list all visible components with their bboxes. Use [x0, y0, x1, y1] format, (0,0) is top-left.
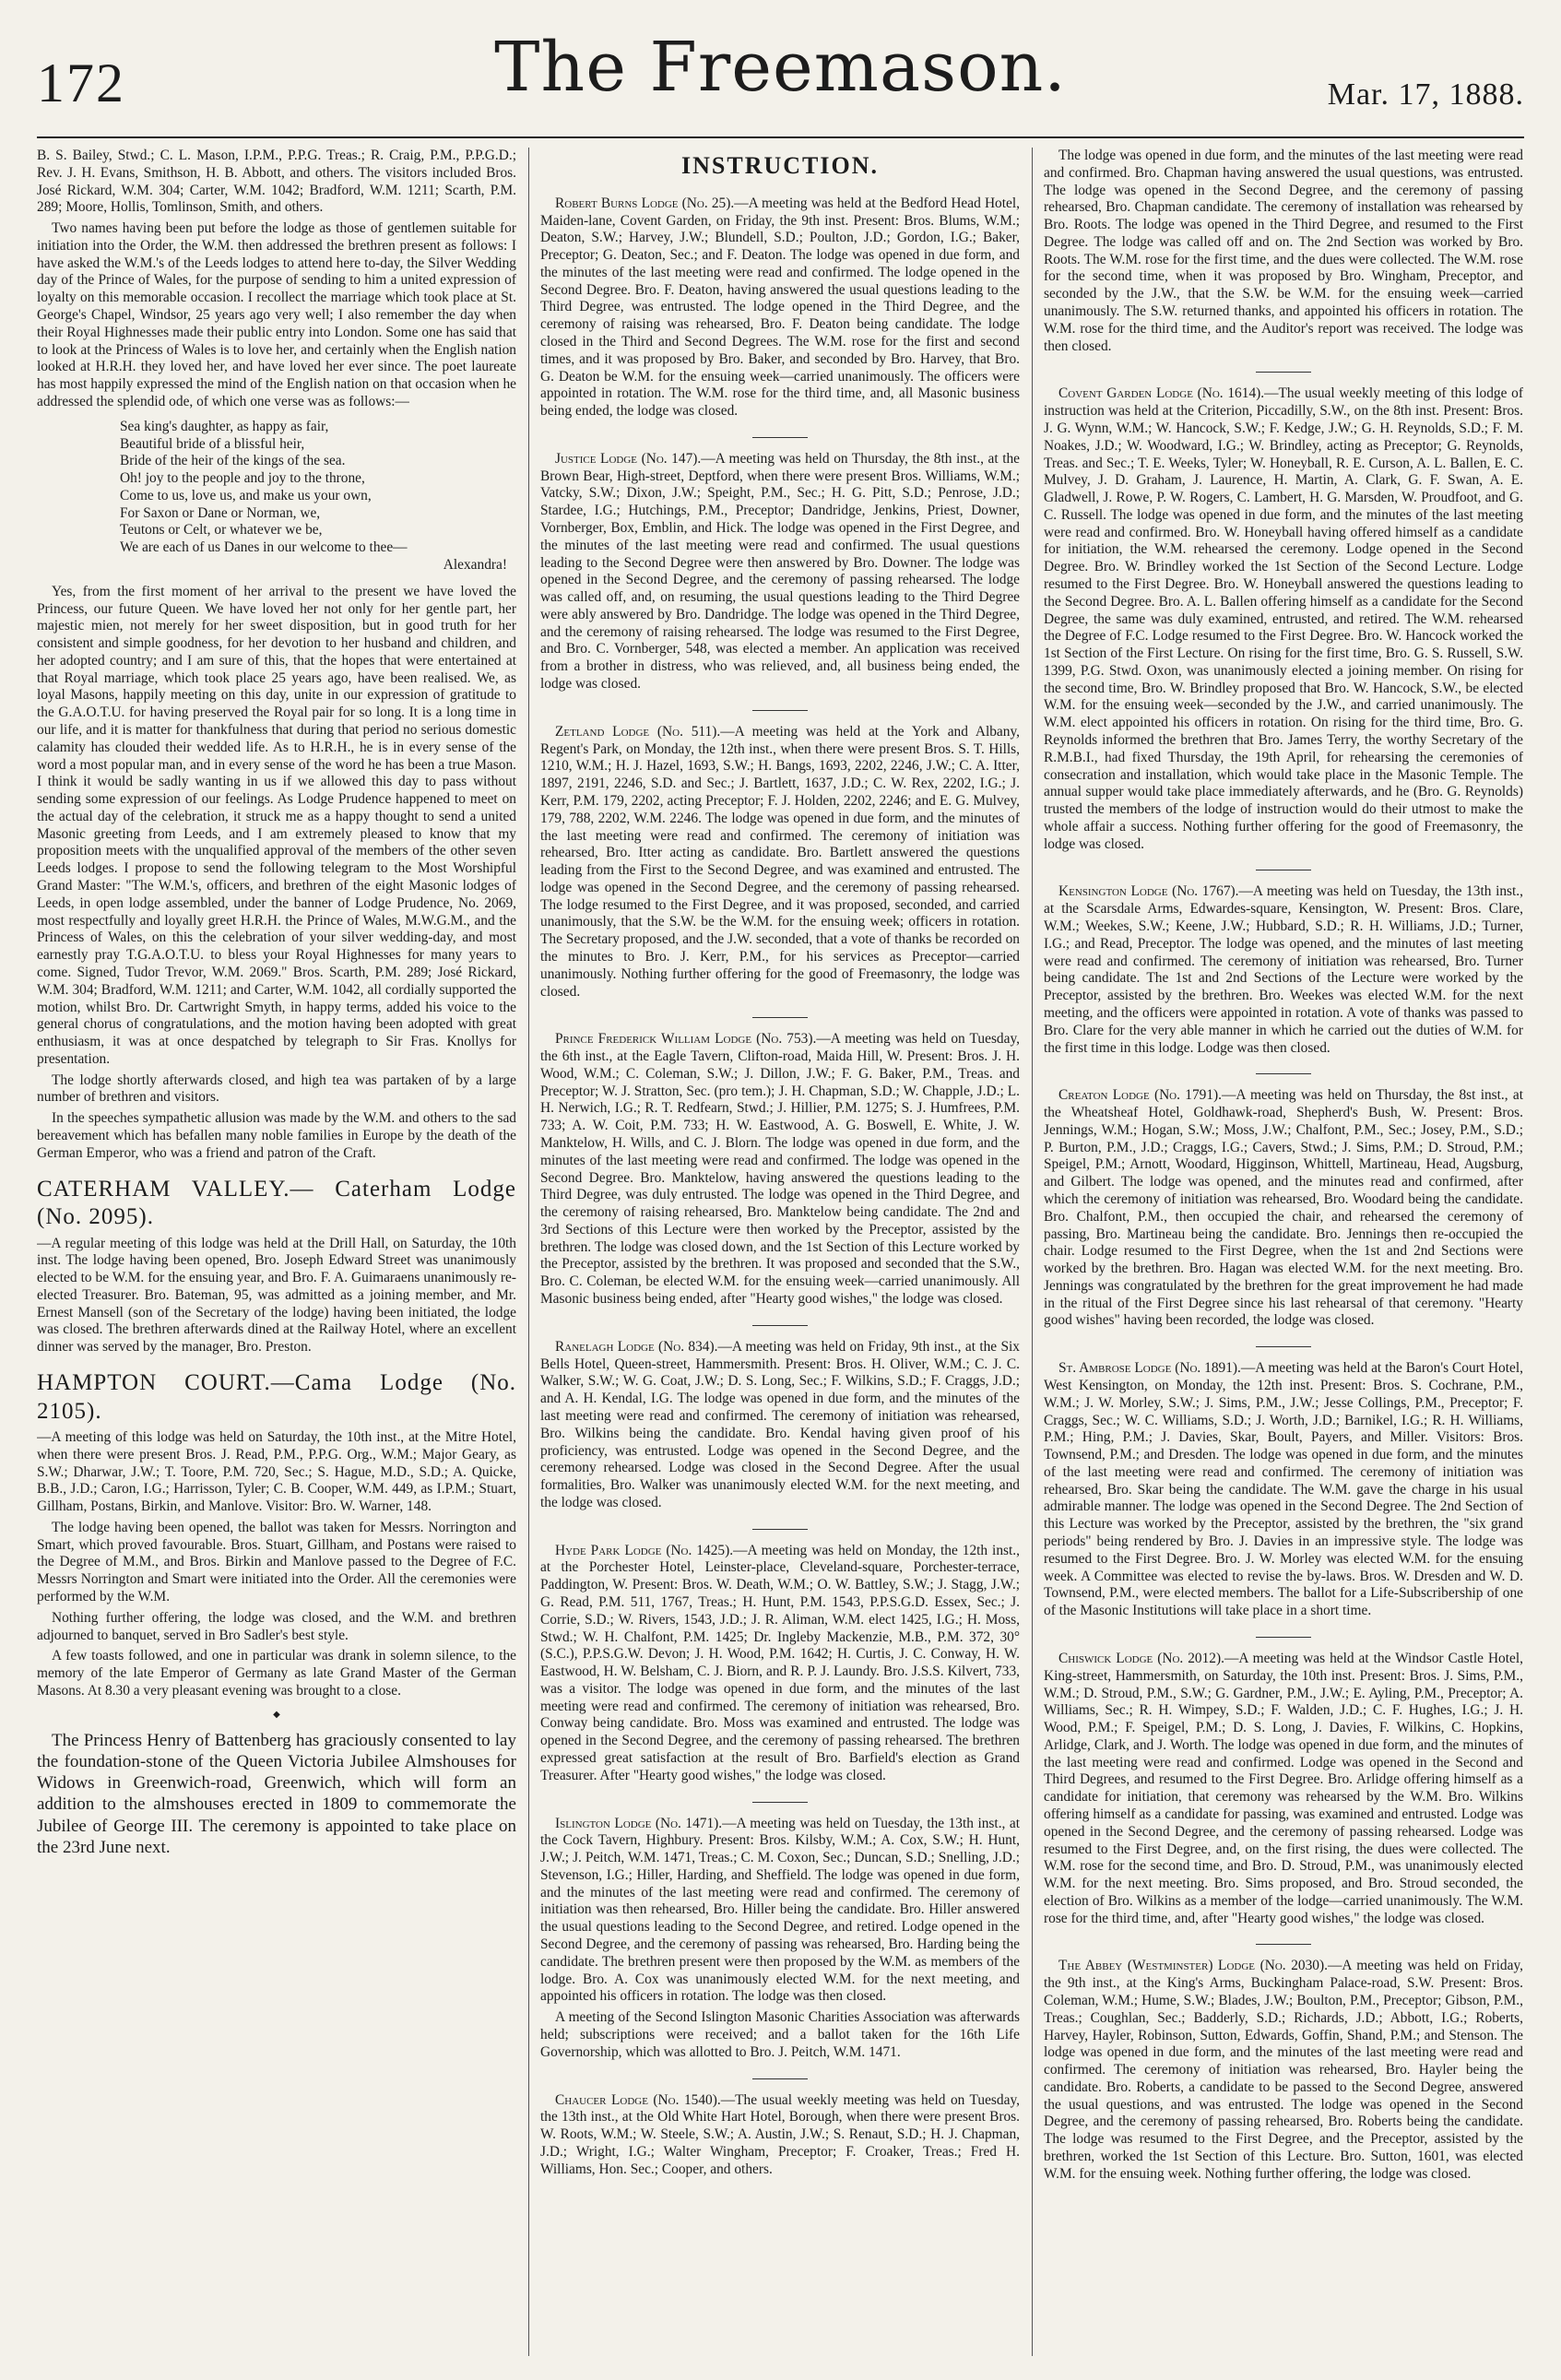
- caterham-title: CATERHAM VALLEY.: [37, 1176, 290, 1202]
- lodge-text: —A meeting was held on Friday, the 9th inst., at the King's Arms, Buckingham Palace-road, S.W. Present: Bros. Coleman, W.M.; Hume, S.W.; Blades, J.W.; Boulton, P.M., Preceptor; Gibson, P.M., Treas.; Coughlan, Sec.; Badderly, S.D.; Richards, J.D.; Abbott, I.G.; Roberts, Harvey, Hayler, Robinson, Sutton, Edwards, Goffin, Shand, P.M.; and Stenson. The lodge was opened in due form, and the minutes of the last meeting were read and confirmed. The ceremony of initiation was rehearsed, Bro. Hayler being the candidate. Bro. Roberts, a candidate to be passed to the Second Degree, answered the usual questions, and was entrusted. The lodge was opened in the Second Degree, and the ceremony of passing rehearsed, Bro. Roberts being the candidate. The lodge was resumed to the First Degree, and the Preceptor, assisted by the brethren, worked the 1st Section of this Lecture. Bro. Sutton, 1601, was elected W.M. for the ensuing week. Nothing further offering, the lodge was closed.: [1044, 1958, 1523, 2182]
- paragraph: The lodge was opened in due form, and the minutes of the last meeting were read and confirmed. Bro. Chapman having answered the usual questions, was entrusted. The lodge was opened in the Second Degree, and the ceremony of passing rehearsed, Bro. Chapman candidate. The ceremony of installation was rehearsed by Bro. Roots. The lodge was opened in the Third Degree, and resumed to the First Degree. The lodge was called off and on. The 2nd Section was worked by Bro. Roots. The W.M. rose for the first time, and the dues were collected. The W.M. rose for the second time, when it was proposed by Bro. Wingham, Preceptor, and seconded by the J.W., that the S.W. be W.M. for the ensuing week—carried unanimously. The S.W. returned thanks, and appointed his officers in rotation. The W.M. rose for the third time, and the Auditor's report was received. The lodge was then closed.: [1044, 148, 1523, 354]
- paragraph: A few toasts followed, and one in particular was drank in solemn silence, to the memory of the late Emperor of Germany as late Grand Master of the German Masons. At 8.30 a very pleasant evening was brought to a close.: [37, 1648, 516, 1699]
- column-1: [37, 148, 516, 2356]
- lodge-name: Hyde Park Lodge (No. 1425).: [555, 1542, 734, 1558]
- hampton-title: HAMPTON COURT.: [37, 1370, 271, 1395]
- lodge-text: —A meeting was held on Tuesday, the 13th inst., at the Cock Tavern, Highbury. Present: Bros. Kilsby, W.M.; A. Cox, S.W.; H. Hunt, J.W.; J. Peitch, W.M. 1471, Treas.; C. M. Coxon, Sec.; Duncan, S.D.; Snelling, J.D.; Stevenson, I.G.; Hiller, Harding, and Sheffield. The lodge was opened in due form, and the minutes of the last meeting were read and confirmed. The ceremony of initiation was then rehearsed, Bro. Hiller being the candidate. Bro. Hiller answered the usual questions leading to the Second Degree, and retired. Lodge opened in the Second Degree, and the ceremony of passing was rehearsed, Bro. Harding being the candidate. The brethren present were then proposed by the W.M. as members of the lodge. Bro. A. Cox was unanimously elected W.M. for the next meeting, and appointed his officers in rotation. The lodge was then closed.: [540, 1815, 1020, 2005]
- lodge-name: Ranelagh Lodge (No. 834).: [555, 1338, 718, 1355]
- poem-line: We are each of us Danes in our welcome to thee—: [120, 539, 408, 556]
- poem-line: Oh! joy to the people and joy to the throne,: [120, 470, 365, 487]
- caterham-subtitle: — Caterham Lodge (No. 2095).: [37, 1176, 516, 1230]
- poem-line: Teutons or Celt, or whatever we be,: [120, 522, 323, 539]
- hampton-subtitle: —Cama Lodge (No. 2105).: [37, 1370, 516, 1424]
- lodge-text: —A meeting was held on Thursday, the 8th inst., at the Brown Bear, High-street, Deptford, when there were present Bros. Williams, W.M.; Vatcky, S.W.; Dixon, J.W.; Speight, P.M., Sec.; H. G. Pitt, S.D.; Penrose, J.D.; Stardee, I.G.; Hutchings, P.M., Preceptor; Dandridge, Jenkins, Priest, Downer, Vornberger, Box, Emblin, and Hick. The lodge was opened in the First Degree, and the minutes of the last meeting were read and confirmed. The usual questions leading to the Second Degree were then answered by Bro. Downer. The lodge was opened in the Second Degree, and the ceremony of passing rehearsed. The lodge was called off, and, on resuming, the usual questions leading to the Third Degree were ably answered by Bro. Dandridge. The lodge was opened in the Third Degree, and the ceremony of raising rehearsed. The lodge was resumed to the First Degree, and Bro. C. Vornberger, 548, was elected a member. An application was received from a brother in distress, who was relieved, and, all business being ended, the lodge was closed.: [540, 450, 1020, 693]
- paragraph: —A regular meeting of this lodge was held at the Drill Hall, on Saturday, the 10th inst. The lodge having been opened, Bro. Joseph Edward Street was unanimously elected to be W.M. for the ensuing year, and Bro. F. A. Guimaraens unanimously re-elected Treasurer. Bro. Bateman, 95, was admitted as a joining member, and Mr. Ernest Mansell (son of the Secretary of the lodge) having been initiated, the lodge was closed. The brethren afterwards dined at the Railway Hotel, where an excellent dinner was served by the manager, Bro. Preston.: [37, 1235, 516, 1356]
- lodge-name: Chiswick Lodge (No. 2012).: [1058, 1650, 1224, 1666]
- lodge-report: [540, 1031, 1020, 1308]
- divider: [752, 1017, 808, 1018]
- lodge-text: —A meeting was held on Tuesday, the 6th inst., at the Eagle Tavern, Clifton-road, Maida Hill, W. Present: Bros. J. H. Wood, W.M.; C. Coleman, S.W.; J. Dillon, J.W.; F. G. Baker, P.M., Treas. and Preceptor; W. J. Stratton, Sec. (pro tem.); J. H. Chapman, S.D.; W. Chapple, J.D.; L. H. Nerwich, I.G.; R. T. Redfearn, Stwd.; J. Hillier, P.M. 1275; S. J. Humfrees, P.M. 733; A. W. Coit, P.M. 733; H. W. Eastwood, A. G. Boswell, E. White, J. W. Manktelow, H. Wills, and C. J. Blorn. The lodge was opened in due form, and the minutes of the last meeting were read and confirmed. The lodge was opened in the Second Degree. Bro. Manktelow, having answered the questions leading to the Third Degree, was duly entrusted. The lodge was opened in the Third Degree, and the ceremony of raising rehearsed, Bro. Manktelow being candidate. The 2nd and 3rd Sections of this Lecture were then worked by the Preceptor, assisted by the brethren. The lodge was closed down, and the 1st Section of this Lecture worked by the Preceptor, assisted by the brethren. It was proposed and seconded that the S.W., Bro. C. Coleman, be elected W.M. for the ensuing week—carried unanimously. All Masonic business being ended, after "Hearty good wishes," the lodge was closed.: [540, 1031, 1020, 1308]
- lodge-text: —A meeting was held on Friday, 9th inst., at the Six Bells Hotel, Queen-street, Hammersmith. Present: Bros. H. Oliver, W.M.; C. J. C. Walker, S.W.; W. G. Coat, J.W.; D. S. Long, Sec.; F. Wilkins, S.D.; F. Craggs, J.D.; and A. H. Kendal, I.G. The lodge was opened in due form, and the minutes of the last meeting were read and confirmed. The ceremony of initiation was rehearsed, Bro. Wilkins being the candidate. Bro. Kendal having given proof of his proficiency, was entrusted. Lodge was opened in the Second Degree, and the ceremony rehearsed. Lodge was closed in the Second Degree. After the usual formalities, Bro. Walker was unanimously elected W.M. for the next meeting, and the lodge was closed.: [540, 1338, 1020, 1510]
- column-3: [1044, 148, 1523, 2356]
- paragraph: —A meeting of this lodge was held on Saturday, the 10th inst., at the Mitre Hotel, when there were present Bros. J. Read, P.M., P.P.G. Org., W.M.; Major Geary, as S.W.; Dharwar, J.W.; T. Toore, P.M. 720, Sec.; S. Hague, M.D., S.D.; A. Quicke, B.B., J.D.; Caron, I.G.; Harrisson, Tyler; C. B. Cooper, W.M. 449, as I.P.M.; Stuart, Gillham, Postans, Birkin, and Manlove. Visitor: Bro. W. Warner, 148.: [37, 1429, 516, 1515]
- lodge-report: [1044, 1958, 1523, 2183]
- lodge-report: [1044, 385, 1523, 853]
- lodge-text: —A meeting was held on Tuesday, the 13th inst., at the Scarsdale Arms, Edwardes-square, Kensington, W. Present: Bros. Clare, W.M.; Weekes, S.W.; Keene, J.W.; Hubbard, S.D.; R. H. Williams, J.D.; Turner, I.G.; and Read, Preceptor. The lodge was opened, and the minutes of last meeting were read and confirmed. The ceremony of initiation was rehearsed, Bro. Turner being candidate. The 1st and 2nd Sections of the Lecture were worked by the Preceptor, assisted by the brethren. Bro. Weekes was elected W.M. for the next meeting, and the officers were appointed in rotation. A vote of thanks was passed to Bro. Clare for the very able manner in which he carried out the duties of W.M. for the first time in this lodge. Lodge was then closed.: [1044, 883, 1523, 1056]
- lodge-report: [540, 1543, 1020, 1785]
- lodge-text: —A meeting was held at the Baron's Court Hotel, West Kensington, on Monday, the 12th inst. Present: Bros. S. Cochrane, P.M., W.M.; J. W. Morley, S.W.; J. Sims, P.M., J.W.; Jesse Collings, P.M., Preceptor; F. Craggs, Sec.; W. C. Williams, S.D.; J. Worth, J.D.; Barnikel, I.G.; R. H. Williams, P.M.; Hing, P.M.; J. Davies, Skar, Boult, Payers, and Miller. Visitors: Bros. Townsend, P.M.; and Dresden. The lodge was opened in due form, and the minutes of the last meeting were read and confirmed. The ceremony of initiation was rehearsed, Bro. Skar being the candidate. The W.M. gave the charge in his usual admirable manner. The lodge was opened in the Second Degree. The 2nd Section of this Lecture was worked by the Preceptor, assisted by the brethren, the "six grand periods" being rendered by Bro. J. Davies in an impressive style. The lodge was resumed to the First Degree. Bro. J. W. Morley was elected W.M. for the ensuing week. A Committee was elected to revise the by-laws. Bros. W. Dresden and W. D. Townsend, P.M., were elected members. The ballot for a Life-Subscribership of one of the Masonic Institutions will take place in a short time.: [1044, 1360, 1523, 1619]
- paragraph: Two names having been put before the lodge as those of gentlemen suitable for initiation into the Order, the W.M. then addressed the brethren present as follows: I have asked the W.M.'s of the Leeds lodges to attend here to-day, the Silver Wedding day of the Prince of Wales, for the purpose of sending to him a united expression of loyalty on this memorable occasion. I recollect the marriage which took place at St. George's Chapel, Windsor, 25 years ago very well; I also remember the day when their Royal Highnesses made their public entry into London. Some one has said that to look at the Princess of Wales is to love her, and certainly when the English nation looked at H.R.H. they loved her, and have loved her ever since. The poet laureate has most happily expressed the mind of the English nation on that occasion when he addressed the splendid ode, of which one verse was as follows:—: [37, 220, 516, 409]
- page-header: [37, 26, 1524, 138]
- divider: [752, 710, 808, 711]
- lodge-name: The Abbey (Westminster) Lodge (No. 2030).: [1058, 1958, 1328, 1974]
- columns: [37, 148, 1524, 2356]
- divider: [752, 1325, 808, 1326]
- lodge-name: Chaucer Lodge (No. 1540).: [555, 2091, 721, 2108]
- poem-line: Sea king's daughter, as happy as fair,: [120, 418, 329, 434]
- divider: [752, 1802, 808, 1803]
- lodge-report: [540, 1816, 1020, 2007]
- divider: [1256, 372, 1311, 373]
- poem: [120, 419, 516, 574]
- paragraph: The lodge having been opened, the ballot was taken for Messrs. Norrington and Smart, which proved favourable. Bros. Stuart, Gillham, and Postans were raised to the Degree of M.M., and Bros. Birkin and Manlove passed to the Degree of F.C. Messrs Norrington and Smart were initiated into the Order. All the ceremonies were performed by the W.M.: [37, 1519, 516, 1605]
- section-ornament: ◆: [273, 1709, 280, 1720]
- divider: [1256, 1944, 1311, 1945]
- lodge-name: St. Ambrose Lodge (No. 1891).: [1058, 1360, 1241, 1377]
- divider: [1256, 1346, 1311, 1347]
- lodge-name: Justice Lodge (No. 147).: [555, 450, 702, 467]
- battenberg-lead: The Princess Henry of Battenberg: [52, 1730, 291, 1750]
- divider: [752, 1529, 808, 1530]
- lodge-text: —The usual weekly meeting was held on Tuesday, the 13th inst., at the Old White Hart Hotel, Borough, when there were present Bros. W. Roots, W.M.; W. Steele, S.W.; A. Austin, J.W.; S. Renaut, S.D.; H. J. Chapman, J.D.; Wright, I.G.; Walter Wingham, Preceptor; F. Croaker, Treas.; Fred H. Williams, Hon. Sec.; Cooper, and others.: [540, 2091, 1020, 2177]
- paragraph: [37, 1730, 516, 1858]
- lodge-report: [540, 724, 1020, 1001]
- lodge-text: —A meeting was held on Thursday, the 8st inst., at the Wheatsheaf Hotel, Goldhawk-road, Shepherd's Bush, W. Present: Bros. Jennings, W.M.; Hogan, S.W.; Moss, J.W.; Chalfont, P.M., Sec.; Josey, P.M., S.D.; P. Burton, P.M., J.D.; Craggs, I.G.; Cavers, Stwd.; J. Sims, P.M.; D. Stroud, P.M.; Speigel, P.M.; Arnott, Woodard, Higginson, Whittell, Martineau, Head, Augsburg, and Gilbert. The lodge was opened, and the minutes read and confirmed, after which the ceremony of initiation was rehearsed, Bro. Woodard being the candidate. Bro. Chalfont, P.M., then occupied the chair, and rehearsed the ceremony of passing, Bro. Martineau being the candidate. Bro. Jennings then re-occupied the chair. Lodge resumed to the First Degree, when the 1st and 2nd Sections were worked by the brethren. Bro. Hagan was elected W.M. for the next meeting. Bro. Jennings was congratulated by the brethren for the great improvement he had made in the ritual of the First Degree since his last rehearsal of that ceremony. "Hearty good wishes" having been recorded, the lodge was closed.: [1044, 1087, 1523, 1329]
- paragraph: The lodge shortly afterwards closed, and high tea was partaken of by a large number of brethren and visitors.: [37, 1072, 516, 1106]
- lodge-name: Covent Garden Lodge (No. 1614).: [1058, 385, 1265, 402]
- divider: [752, 437, 808, 438]
- paragraph: Nothing further offering, the lodge was closed, and the W.M. and brethren adjourned to banquet, served in Bro Sadler's best style.: [37, 1609, 516, 1643]
- poem-line: Bride of the heir of the kings of the sea.: [120, 453, 346, 469]
- hampton-heading: [37, 1369, 516, 1426]
- column-2: [540, 148, 1020, 2356]
- page-number: 172: [37, 53, 125, 113]
- poem-signature: Alexandra!: [443, 556, 507, 573]
- lodge-text: —The usual weekly meeting of this lodge of instruction was held at the Criterion, Piccadilly, S.W., on the 8th inst. Present: Bros. J. G. Wynn, W.M.; W. Hancock, S.W.; F. Kedge, J.W.; G. H. Reynolds, S.D.; F. M. Noakes, J.D.; W. Woodward, I.G.; W. Brindley, acting as Preceptor; G. Reynolds, Treas. and Sec.; T. E. Weeks, Tyler; W. Honeyball, R. E. Curson, A. L. Ballen, E. C. Mulvey, J. D. Graham, J. Laurence, H. Martin, A. Clark, G. F. Swan, A. E. Gladwell, J. Rowe, P. W. Rogers, C. Lambert, H. G. Marsden, W. Proudfoot, and G. C. Russell. The lodge was opened in due form, and the minutes of the last meeting were read and confirmed. Bro. W. Honeyball having offered himself as a candidate for initiation, the W.M. rehearsed the ceremony. Lodge opened in the Second Degree. Bro. W. Brindley worked the 1st Section of the Second Lecture. Lodge resumed to the First Degree. Bro. W. Honeyball answered the questions leading to the Second Degree. Bro. A. L. Ballen offering himself as a candidate for the Second Degree, the same was duly examined, entrusted, and retired. The W.M. rehearsed the Degree of F.C. Lodge resumed to the First Degree. Bro. W. Hancock worked the 1st Section of the First Lecture. On rising for the first time, Bro. G. S. Russell, S.W. 1399, P.G. Stwd. Oxon, was unanimously elected a joining member. On rising for the second time, Bro. W. Brindley proposed that Bro. W. Hancock, S.W., be elected W.M. for the ensuing week—seconded by the J.W., and carried unanimously. The W.M. elect appointed his officers in rotation. On rising for the third time, Bro. G. Reynolds informed the brethren that Bro. James Terry, the worthy Secretary of the R.M.B.I., had fixed Thursday, the 19th April, for rehearsing the ceremonies of consecration and installation, which would take place in the Masonic Temple. The annual supper would take place immediately afterwards, and he (Bro. G. Reynolds) trusted the members of the lodge of instruction would do their utmost to make the whole affair a success. Nothing further offering for the good of Freemasonry, the lodge was closed.: [1044, 385, 1523, 852]
- paragraph: In the speeches sympathetic allusion was made by the W.M. and others to the sad bereavement which has befallen many noble families in Europe by the death of the German Emperor, who was a friend and patron of the Craft.: [37, 1110, 516, 1161]
- lodge-name: Zetland Lodge (No. 511).: [555, 723, 721, 740]
- divider: [752, 2078, 808, 2079]
- lodge-report: [540, 1339, 1020, 1512]
- lodge-name: Creaton Lodge (No. 1791).: [1058, 1087, 1223, 1104]
- lodge-report: [1044, 883, 1523, 1057]
- poem-line: Beautiful bride of a blissful heir,: [120, 435, 305, 452]
- column-rule: [528, 148, 529, 2356]
- poem-line: For Saxon or Dane or Norman, we,: [120, 504, 321, 521]
- lodge-text: —A meeting was held at the Windsor Castle Hotel, King-street, Hammersmith, on Saturday, the 10th inst. Present: Bros. J. Sims, P.M., W.M.; D. Stroud, P.M., S.W.; G. Gardner, P.M., J.W.; E. Ayling, P.M., Preceptor; A. Williams, Sec.; R. H. Wimpey, S.D.; F. Walden, J.D.; C. F. Hughes, I.G.; J. H. Wood, P.M.; F. Speigel, P.M.; D. S. Long, J. Davies, F. Wilkins, C. Hopkins, Arlidge, Clark, and J. Worth. The lodge was opened in due form, and the minutes of the last meeting were read and confirmed. Lodge was opened in the Second and Third Degrees, and resumed to the First Degree. Bro. Arlidge offering himself as a candidate for initiation, that ceremony was rehearsed by the W.M. Bro. Wilkins offering himself as a candidate for passing, was examined and entrusted. Lodge was opened in the Second Degree, and the ceremony of passing rehearsed. Lodge was resumed to the First Degree, and, on the first rising, the dues were collected. The W.M. rose for the second time, and Bro. D. Stroud, P.M., was unanimously elected W.M. for the next meeting. Bro. Sims proposed, and Bro. Stroud seconded, the election of Bro. Wilkins as a member of the lodge—carried unanimously. The W.M. rose for the third time, and, after "Hearty good wishes," the lodge was closed.: [1044, 1650, 1523, 1926]
- battenberg-text: has graciously consented to lay the foundation-stone of the Queen Victoria Jubilee Almshouses for Widows in Greenwich-road, Greenwich, which will form an addition to the almshouses erected in 1809 to commemorate the Jubilee of George III. The ceremony is appointed to take place on the 23rd June next.: [37, 1730, 516, 1857]
- lodge-report: [1044, 1360, 1523, 1620]
- masthead-title: The Freemason.: [494, 28, 1067, 107]
- lodge-name: Prince Frederick William Lodge (No. 753).: [555, 1031, 817, 1048]
- paragraph: Yes, from the first moment of her arrival to the present we have loved the Princess, our future Queen. We have loved her not only for her gentle part, her majestic mien, not merely for her sweet disposition, but in good truth for her consistent and simple goodness, for her devotion to her husband and children, and her adopted country; and I am sure of this, that the hopes that were entertained at that Royal marriage, which took place 25 years ago, have been realised. We, as loyal Masons, happily meeting on this day, unite in our expression of gratitude to the G.A.O.T.U. for having preserved the Royal pair for so long. It is a long time in our life, and it is matter for thankfulness that during that period no serious domestic calamity has clouded their wedded life. As to H.R.H., he is in every sense of the word a most popular man, and in every sense of the word he has been a true Mason. I think it would be sadly wanting in us if we allowed this day to pass without sending some expression of our feelings. As Lodge Prudence happened to meet on the actual day of the celebration, it struck me as a happy thought to send a united Masonic greeting from Leeds, and I am extremely pleased to know that my proposition meets with the unqualified approval of the members of the other seven Leeds lodges. I propose to send the following telegram to the Most Worshipful Grand Master: "The W.M.'s, officers, and brethren of the eight Masonic lodges of Leeds, in open lodge assembled, under the banner of Lodge Prudence, No. 2069, most respectfully and loyally greet H.R.H. the Prince of Wales, M.W.G.M., and the Princess of Wales, on this the celebration of your silver wedding-day, and most earnestly pray T.G.A.O.T.U. to bless your Royal Highnesses for many years to come. Signed, Tudor Trevor, W.M. 2069." Bros. Scarth, P.M. 289; José Rickard, W.M. 304; Bradford, W.M. 1211; and Carter, W.M. 1042, all cordially supported the motion, whilst Bro. Dr. Cartwright Smyth, in happy terms, added his voice to the general chorus of congratulations, and the motion having been adopted with great enthusiasm, it was at once despatched by telegraph to Sir Fras. Knollys for presentation.: [37, 583, 516, 1067]
- column-rule: [1032, 148, 1033, 2356]
- lodge-text: —A meeting was held at the Bedford Head Hotel, Maiden-lane, Covent Garden, on Friday, the 9th inst. Present: Bros. Blums, W.M.; Deaton, S.W.; Harvey, J.W.; Blundell, S.D.; Poulton, J.D.; Gordon, I.G.; Baker, Preceptor; G. Deaton, Sec.; and F. Deaton. The lodge was opened in due form, and the minutes of the last meeting were read and confirmed. The lodge opened in the Second Degree. Bro. F. Deaton, having answered the usual questions leading to the Third Degree, was entrusted. The lodge opened in the Third Degree, and the ceremony of raising was rehearsed, Bro. F. Deaton being candidate. The lodge closed in the Third and Second Degrees. The W.M. rose for the first and second times, and it was proposed by Bro. Baker, and seconded by Bro. Harvey, that Bro. G. Deaton be W.M. for the ensuing week—carried unanimously. The officers were appointed in rotation. The W.M. rose for the third time, and, all Masonic business being ended, the lodge was closed.: [540, 195, 1020, 420]
- divider: [1256, 1637, 1311, 1638]
- lodge-report: [540, 451, 1020, 693]
- lodge-text: —A meeting was held on Monday, the 12th inst., at the Porchester Hotel, Leinster-place, Cleveland-square, Porchester-terrace, Paddington, W. Present: Bros. W. Death, W.M.; O. W. Battley, S.W.; J. Stagg, J.W.; G. Read, P.M. 511, 1767, Treas.; H. Hunt, P.M. 1543, P.P.S.G.D. Essex, Sec.; J. Corrie, S.D.; W. Rivers, 1543, J.D.; J. R. Aliman, W.M. elect 1425, I.G.; H. Moss, Stwd.; W. H. Chalfont, P.M. 1425; Dr. Ingleby Mackenzie, M.B., P.M. 372, 30° (S.C.), P.P.S.G.W. Devon; J. H. Wood, P.M. 1642; H. Curtis, J. C. Conway, H. W. Eastwood, H. W. Belsham, C. J. Biorn, and R. P. J. Laundy. Bro. J.S.S. Kilvert, 733, was a visitor. The lodge was opened in due form, and the minutes of the last meeting were read and confirmed. The ceremony of initiation was rehearsed, Bro. Conway being candidate. Bro. Moss was examined and entrusted. The lodge was opened in the Second Degree, and the ceremony of passing rehearsed. The brethren expressed great satisfaction at the result of Bro. Barfield's election as Grand Treasurer. After "Hearty good wishes," the lodge was closed.: [540, 1542, 1020, 1783]
- lodge-report: [1044, 1087, 1523, 1330]
- lodge-report: [540, 195, 1020, 420]
- caterham-heading: [37, 1176, 516, 1232]
- lodge-text: —A meeting was held at the York and Albany, Regent's Park, on Monday, the 12th inst., when there were present Bros. S. T. Hills, 1210, W.M.; H. J. Hazel, 1693, S.W.; H. Bangs, 1693, 2202, 2246, J.W.; C. A. Itter, 1897, 2191, 2246, S.D. and Sec.; J. Bartlett, 1637, J.D.; C. W. Rex, 2202, I.G.; J. Kerr, P.M. 179, 2202, acting Preceptor; F. J. Holden, 2202, 2246; and E. G. Mulvey, 179, 788, 2202, W.M. 2246. The lodge was opened in due form, and the minutes of the last meeting were read and confirmed. The ceremony of initiation was rehearsed, Bro. Itter acting as candidate. Bro. Bartlett answered the questions leading from the First to the Second Degree, and was examined and entrusted. The lodge was opened in the Second Degree, and the ceremony of passing rehearsed. The lodge resumed to the First Degree, and it was proposed, seconded, and carried unanimously, that the S.W. be the W.M. for the ensuing week; officers in rotation. The Secretary proposed, and the J.W. seconded, that a vote of thanks be recorded on the minutes to Bro. J. Kerr, P.M., for his services as Preceptor—carried unanimously. Nothing further offering for the good of Freemasonry, the lodge was closed.: [540, 723, 1020, 1000]
- lodge-report: [1044, 1651, 1523, 1928]
- lodge-name: Kensington Lodge (No. 1767).: [1058, 883, 1239, 900]
- poem-line: Come to us, love us, and make us your own,: [120, 487, 372, 503]
- lodge-name: Islington Lodge (No. 1471).: [555, 1815, 723, 1831]
- issue-date: Mar. 17, 1888.: [1327, 77, 1524, 112]
- divider: [1256, 1073, 1311, 1074]
- paragraph: B. S. Bailey, Stwd.; C. L. Mason, I.P.M., P.P.G. Treas.; R. Craig, P.M., P.P.G.D.; Rev. J. H. Evans, Smithson, H. B. Abbott, and others. The visitors included Bros. José Rickard, W.M. 304; Carter, W.M. 1042; Bradford, W.M. 1211; Scarth, P.M. 289; Moore, Hollis, Tomlinson, Smith, and others.: [37, 148, 516, 216]
- section-title: INSTRUCTION.: [681, 152, 879, 179]
- lodge-name: Robert Burns Lodge (No. 25).: [555, 195, 735, 211]
- paragraph: A meeting of the Second Islington Masonic Charities Association was afterwards held; subscriptions were received; and a ballot taken for the 16th Life Governorship, which was allotted to Bro. J. Peitch, W.M. 1471.: [540, 2009, 1020, 2060]
- lodge-report: [540, 2092, 1020, 2179]
